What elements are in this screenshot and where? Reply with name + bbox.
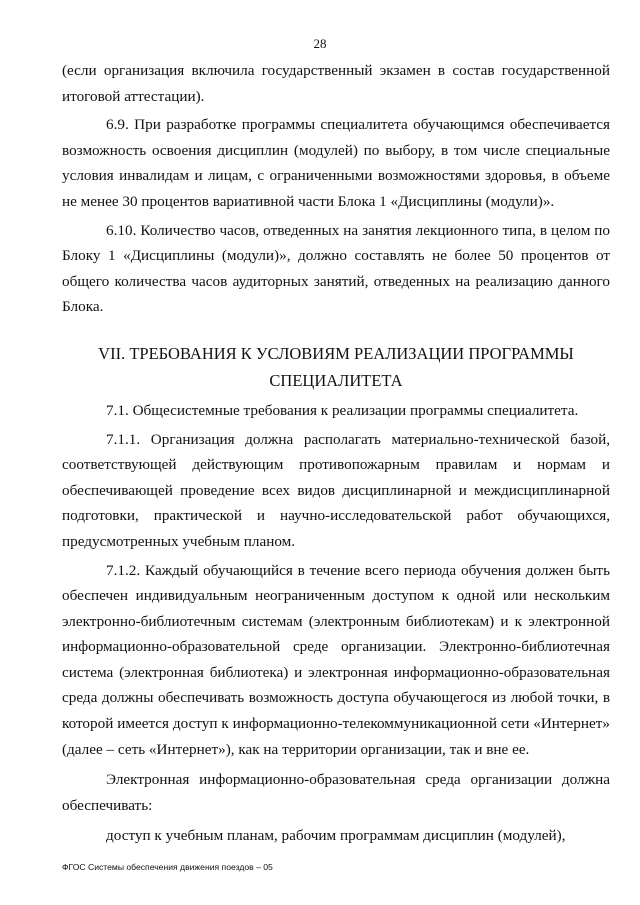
page-footer: ФГОС Системы обеспечения движения поездов – 05 — [62, 862, 273, 872]
paragraph-6-9: 6.9. При разработке программы специалитета обучающимся обеспечивается возможность освоения дисциплин (модулей) по выбору, в том числе специальные условия инвалидам и лицам, с ограниченными возможностями здоровья, в объеме не менее 30 процентов вариативной части Блока 1 «Дисциплины (модули)». — [62, 116, 610, 210]
page-number: 28 — [313, 36, 327, 51]
paragraph-6-10: 6.10. Количество часов, отведенных на занятия лекционного типа, в целом по Блоку 1 «Дисциплины (модули)», должно составлять не более 50 процентов от общего количества часов аудиторных занятий, отведенных на реализацию данного Блока. — [62, 221, 610, 316]
paragraph-7-1-1: 7.1.1. Организация должна располагать материально-технической базой, соответствующей действующим противопожарным правилам и нормам и обеспечивающей проведение всех видов дисциплинарной и междисциплинарной подготовки, практической и научно-исследовательской работ обучающихся, предусмотренных учебным планом. — [62, 430, 610, 550]
paragraph-continuation: (если организация включила государственный экзамен в состав государственной итоговой аттестации). — [62, 62, 610, 105]
section-heading-line1: VII. ТРЕБОВАНИЯ К УСЛОВИЯМ РЕАЛИЗАЦИИ ПРОГРАММЫ — [98, 343, 574, 363]
paragraph-7-1-2: 7.1.2. Каждый обучающийся в течение всего периода обучения должен быть обеспечен индивидуальным неограниченным доступом к одной или нескольким электронно-библиотечным системам (электронным библиотекам) и к электронной информационно-образовательной среде организации. Электронно-библиотечная система (электронная библиотека) и электронная информационно-образовательная среда должны обеспечивать возможность доступа обучающегося из любой точки, в которой имеется доступ к информационно-телекоммуникационной сети «Интернет» (далее – сеть «Интернет»), как на территории организации, так и вне ее. — [62, 561, 610, 758]
section-heading — [62, 340, 610, 394]
section-heading-line2: СПЕЦИАЛИТЕТА — [269, 370, 403, 390]
paragraph-eios: Электронная информационно-образовательная среда организации должна обеспечивать: — [62, 771, 610, 814]
paragraph-access: доступ к учебным планам, рабочим программам дисциплин (модулей), — [106, 827, 566, 845]
document-body — [62, 58, 610, 852]
paragraph-7-1: 7.1. Общесистемные требования к реализации программы специалитета. — [106, 401, 579, 419]
